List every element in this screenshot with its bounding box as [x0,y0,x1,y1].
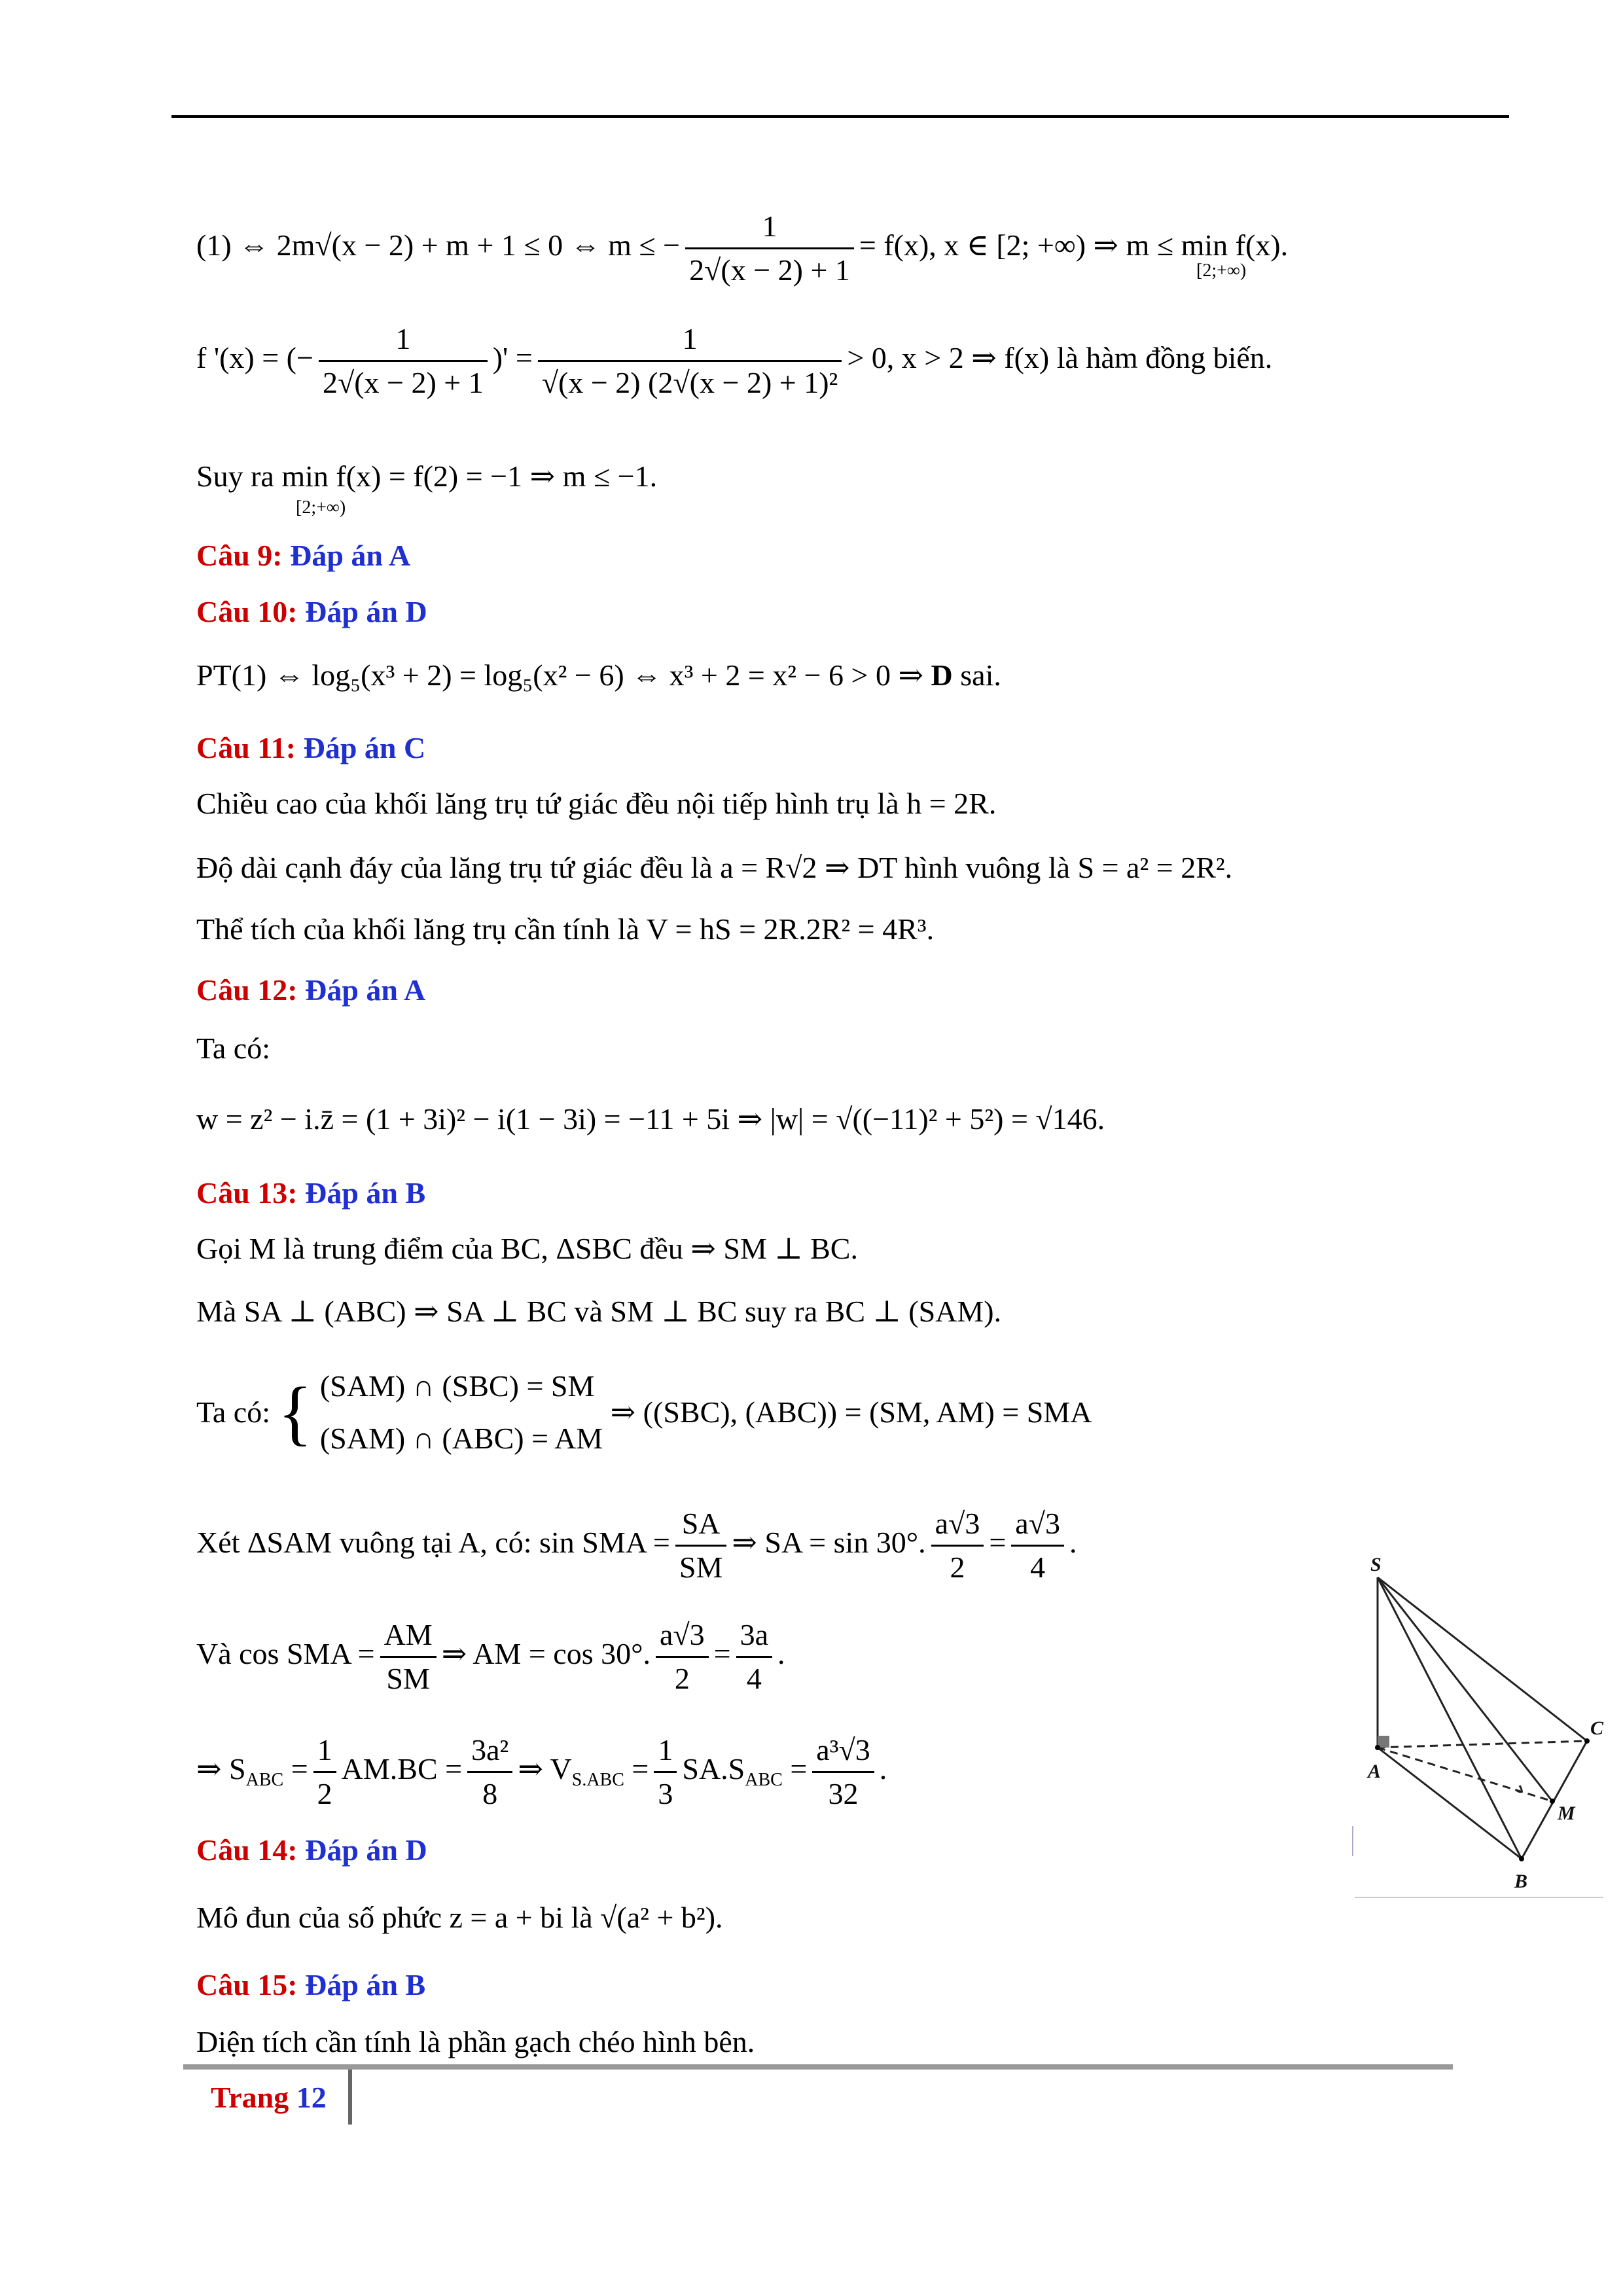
question-12-line-1: Ta có: [196,1031,271,1065]
pyramid-figure [1348,1551,1610,1905]
question-13-line-4: Xét ΔSAM vuông tại A, có: sin SMA = $\frac{SA}{SM}$ ⇒ SA = sin 30°. $\frac{a√3}{2}$ = $\frac{a√3}{4}$ . [196,1505,1077,1584]
fraction: $\frac{AM}{SM}$ [380,1617,437,1697]
question-13-header: Câu 13: Đáp án B [196,1176,426,1210]
edge-AM [1378,1748,1552,1801]
point-C [1584,1738,1590,1744]
edge-AB [1378,1748,1522,1859]
fraction: $\frac{a√3}{4}$ [1011,1505,1064,1586]
fraction: $\frac{\text{3a²}}{8}$ [467,1732,512,1812]
question-9-header: Câu 9: Đáp án A [196,539,411,572]
edge-SC [1378,1577,1587,1741]
question-14-line-1: Mô đun của số phức z = a + bi là √(a² + b²). [196,1901,723,1934]
question-11-line-1: Chiều cao của khối lăng trụ tứ giác đều nội tiếp hình trụ là h = 2R. [196,787,997,820]
equation-line-3: Suy ra min f(x) = f(2) = −1 ⇒ m ≤ −1. [2;+∞) [196,458,657,495]
fraction: $\frac{1}{\text{√(x − 2) (2√(x − 2) + 1)²}}$ [538,321,842,401]
question-13-line-2: Mà SA ⊥ (ABC) ⇒ SA ⊥ BC và SM ⊥ BC suy ra BC ⊥ (SAM). [196,1295,1002,1328]
fraction: $\frac{\text{a³√3}}{32}$ [812,1732,874,1812]
footer-rule [183,2064,1453,2070]
left-brace: { [277,1372,313,1452]
question-11-line-2: Độ dài cạnh đáy của lăng trụ tứ giác đều là a = R√2 ⇒ DT hình vuông là S = a² = 2R². [196,851,1233,884]
equation-line-2: f '(x) = (− $\frac{1}{2√(x - 2) + 1}$ )' = $\frac{1}{\text{√(x − 2) (2√(x − 2) + 1)²}}$ > 0, x > 2 ⇒ f(x) là hàm đồng biến. [196,321,1272,406]
question-11-header: Câu 11: Đáp án C [196,731,426,764]
point-B [1519,1856,1524,1861]
fraction: $\frac{1}{2√(x - 2) + 1}$ [319,321,488,401]
question-10-header: Câu 10: Đáp án D [196,595,427,628]
header-rule [171,115,1509,118]
fraction: $\frac{a√3}{2}$ [931,1505,984,1586]
point-M [1550,1799,1555,1804]
question-12-header: Câu 12: Đáp án A [196,973,426,1007]
point-A [1375,1745,1380,1750]
figure-border-left [1352,1826,1353,1856]
question-13-line-1: Gọi M là trung điểm của BC, ΔSBC đều ⇒ SM ⊥ BC. [196,1232,858,1265]
edge-AC [1378,1741,1587,1748]
equation-line-1: (1) ⇔ 2m√(x − 2) + m + 1 ≤ 0 ⇔ m ≤ − $\frac{1}{2√(x - 2) + 1}$ = f(x), x ∈ [2; +∞) ⇒ m ≤ min f(x). [2;+∞) [196,208,1288,280]
question-13-line-6: ⇒ $S_{ABC}$ = $\frac{1}{2}$ AM.BC = $\frac{\text{3a²}}{8}$ ⇒ $V_{S.ABC}$ = $\frac{1}{3}$ $SA.S_{ABC}$ = $\frac{\text{a³√3}}{32}$ . [196,1732,887,1810]
question-10-solution: PT(1) ⇔ log₅(x³ + 2) = log₅(x² − 6) ⇔ x³ + 2 = x² − 6 > 0 ⇒ D sai. [196,658,1001,692]
fraction: $\frac{1}{3}$ [654,1732,677,1812]
angle-mark [1517,1785,1522,1792]
fraction: $\frac{a√3}{2}$ [656,1617,709,1697]
page-number: Trang 12 [211,2081,327,2114]
question-13-system: Ta có: { (SAM) ∩ (SBC) = SM (SAM) ∩ (ABC) = AM ⇒ ((SBC), (ABC)) = (SM, AM) = SMA [196,1360,1092,1465]
min-subscript: [2;+∞) [296,497,346,518]
label-S: S [1370,1554,1382,1575]
figure-border-bottom [1355,1897,1603,1898]
fraction: $\frac{3a}{4}$ [736,1617,772,1697]
label-B: B [1514,1871,1528,1892]
fraction: $\frac{1}{2}$ [313,1732,336,1812]
fraction: $\frac{1}{2√(x - 2) + 1}$ [685,208,854,289]
question-13-line-5: Và cos SMA = $\frac{AM}{SM}$ ⇒ AM = cos 30°. $\frac{a√3}{2}$ = $\frac{3a}{4}$ . [196,1617,785,1695]
question-11-line-3: Thể tích của khối lăng trụ cần tính là V = hS = 2R.2R² = 4R³. [196,912,935,946]
question-15-header: Câu 15: Đáp án B [196,1968,426,2001]
question-15-line-1: Diện tích cần tính là phần gạch chéo hình bên. [196,2025,755,2058]
label-C: C [1590,1717,1604,1739]
label-M: M [1558,1803,1575,1824]
equation-system: (SAM) ∩ (SBC) = SM (SAM) ∩ (ABC) = AM [319,1369,603,1455]
edge-SB [1378,1577,1522,1859]
question-14-header: Câu 14: Đáp án D [196,1833,427,1867]
fraction: $\frac{SA}{SM}$ [675,1505,726,1586]
min-subscript: [2;+∞) [1196,260,1247,281]
label-A: A [1368,1761,1382,1782]
footer-divider [348,2070,352,2125]
question-12-line-2: w = z² − i.z̄ = (1 + 3i)² − i(1 − 3i) = −11 + 5i ⇒ |w| = √((−11)² + 5²) = √146. [196,1102,1105,1136]
